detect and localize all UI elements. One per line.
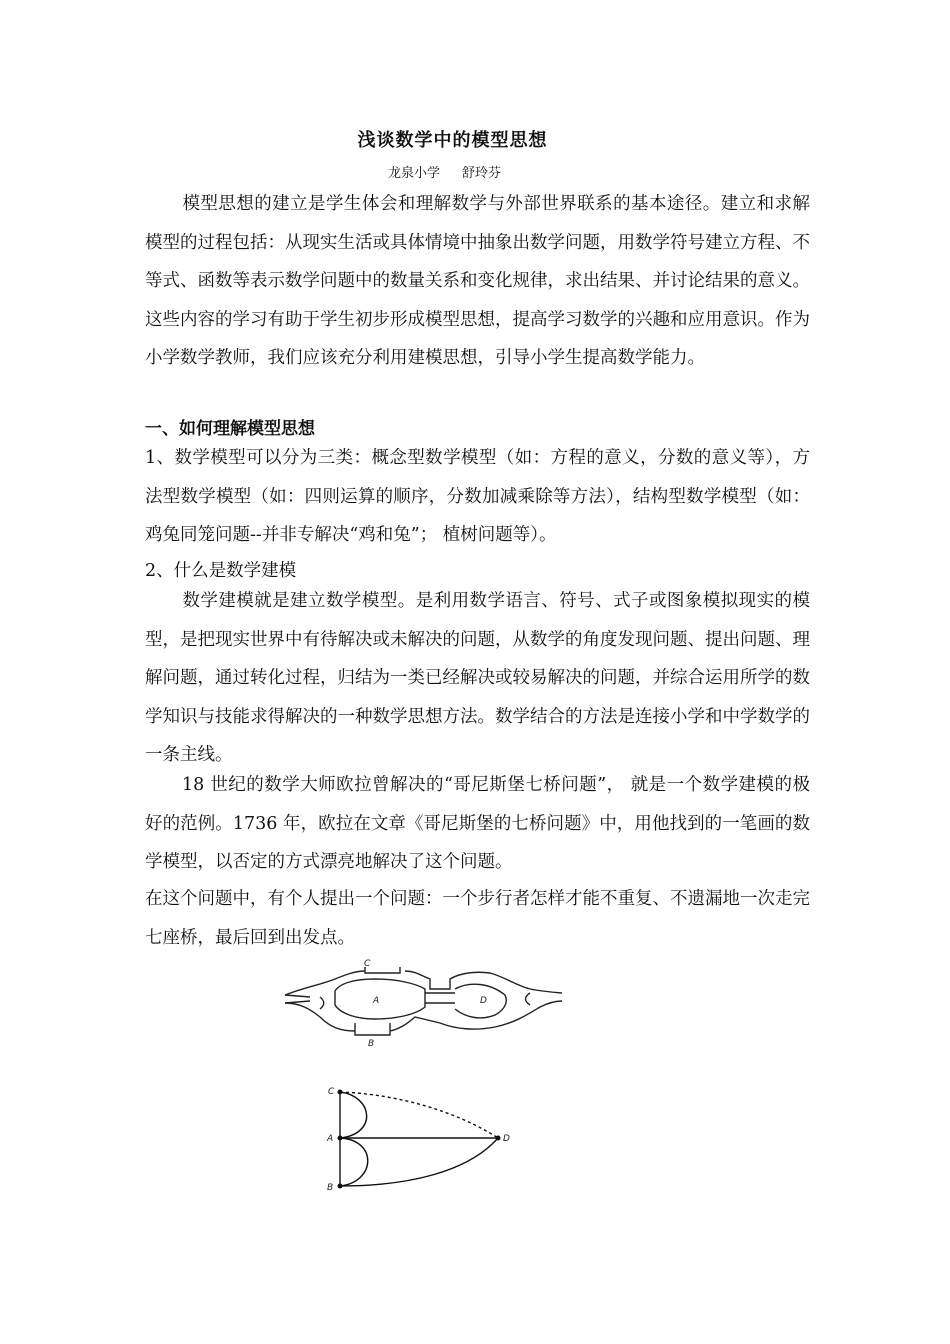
vertex-b (338, 1184, 343, 1189)
intro-paragraph (145, 185, 810, 378)
fig1-label-c: C (364, 959, 371, 969)
fig1-label-a: A (373, 996, 380, 1006)
fig2-label-c: C (328, 1087, 335, 1097)
author-name: 舒玲芬 (462, 166, 502, 181)
problem-paragraph: 在这个问题中，有个人提出一个问题：一个步行者怎样才能不重复、不遗漏地一次走完七座桥，最后回到出发点。 (145, 889, 810, 948)
section-heading-1: 一、如何理解模型思想 (145, 419, 315, 439)
intro-paragraph-text: 模型思想的建立是学生体会和理解数学与外部世界联系的基本途径。建立和求解模型的过程包括：从现实生活或具体情境中抽象出数学问题，用数学符号建立方程、不等式、函数等表示数学问题中的数量关系和变化规律，求出结果、并讨论结果的意义。这些内容的学习有助于学生初步形成模型思想，提高学习数学的兴趣和应用意识。作为小学数学教师，我们应该充分利用建模思想，引导小学生提高数学能力。 (145, 194, 810, 369)
euler-paragraph (145, 766, 810, 882)
fig2-label-a: A (327, 1134, 334, 1144)
vertex-a (338, 1136, 343, 1141)
bridges-graph-figure (318, 1082, 523, 1194)
document-title: 浅谈数学中的模型思想 (357, 130, 548, 151)
model-types-paragraph: 1、数学模型可以分为三类：概念型数学模型（如：方程的意义，分数的意义等），方法型数学模型（如：四则运算的顺序，分数加减乘除等方法），结构型数学模型（如：鸡兔同笼问题--并非专解决“鸡和兔”； 植树问题等）。 (145, 448, 810, 546)
fig1-label-d: D (480, 996, 487, 1006)
bridges-map-figure (280, 957, 565, 1049)
modeling-paragraph (145, 582, 810, 775)
byline (388, 162, 501, 181)
fig1-label-b: B (368, 1039, 375, 1049)
fig2-label-b: B (327, 1183, 334, 1193)
modeling-paragraph-text: 数学建模就是建立数学模型。是利用数学语言、符号、式子或图象模拟现实的模型，是把现实世界中有待解决或未解决的问题，从数学的角度发现问题、提出问题、理解问题，通过转化过程，归结为一类已经解决或较易解决的问题，并综合运用所学的数学知识与技能求得解决的一种数学思想方法。数学结合的方法是连接小学和中学数学的一条主线。 (145, 591, 810, 766)
vertex-d (496, 1136, 501, 1141)
vertex-c (338, 1090, 343, 1095)
euler-paragraph-text: 18 世纪的数学大师欧拉曾解决的“哥尼斯堡七桥问题”， 就是一个数学建模的极好的范例。1736 年，欧拉在文章《哥尼斯堡的七桥问题》中，用他找到的一笔画的数学模型，以否定的方式漂亮地解决了这个问题。 (145, 775, 810, 873)
fig2-label-d: D (503, 1134, 510, 1144)
school-name: 龙泉小学 (388, 166, 441, 181)
subheading-2: 2、什么是数学建模 (145, 561, 297, 581)
